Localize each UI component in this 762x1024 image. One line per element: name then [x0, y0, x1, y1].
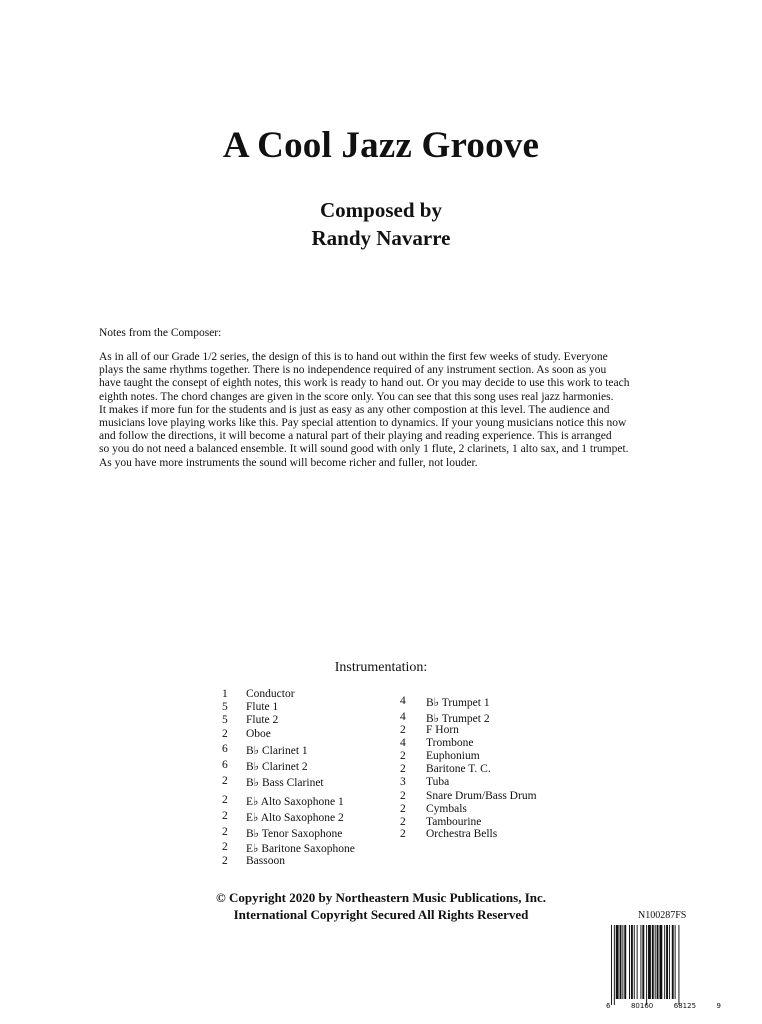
- barcode-bar: [622, 925, 623, 999]
- instrument-quantity: 2: [400, 790, 406, 802]
- instrument-name: Snare Drum/Bass Drum: [426, 790, 537, 802]
- page-title: A Cool Jazz Groove: [222, 125, 540, 166]
- instrument-quantity: 5: [222, 714, 228, 726]
- instrument-quantity: 6: [222, 759, 228, 771]
- instrument-quantity: 2: [400, 828, 406, 840]
- instrument-quantity: 2: [222, 794, 228, 806]
- barcode-digits: [606, 1002, 721, 1010]
- instrument-name: F Horn: [426, 724, 459, 736]
- instrument-name: Orchestra Bells: [426, 828, 498, 840]
- instrument-name: Baritone T. C.: [426, 763, 491, 775]
- composer-name: Randy Navarre: [311, 226, 451, 250]
- barcode-bar: [642, 925, 644, 999]
- instrument-quantity: 2: [400, 763, 406, 775]
- barcode-bar: [669, 925, 670, 999]
- instrument-name: B♭ Clarinet 1: [246, 745, 308, 757]
- instrument-name: Trombone: [426, 737, 474, 749]
- catalog-number: N100287FS: [638, 910, 687, 921]
- barcode-digit-group: 80160: [630, 1002, 654, 1010]
- instrument-quantity: 4: [400, 711, 406, 723]
- barcode-bar: [631, 925, 633, 999]
- barcode-bar: [614, 925, 615, 1005]
- barcode-bar: [611, 925, 612, 1005]
- barcode-bar: [672, 925, 674, 999]
- notes-line: musicians love playing works like this. Pay special attention to dynamics. If your young musicians notice this now: [99, 417, 627, 430]
- barcode-bar: [624, 925, 626, 999]
- notes-line: plays the same rhythms together. There is no independence required of any instrument section. As soon as you: [99, 364, 607, 377]
- instrument-quantity: 2: [222, 728, 228, 740]
- composed-by-label: Composed by: [320, 198, 442, 222]
- notes-line: As you have more instruments the sound will become richer and fuller, not louder.: [99, 456, 478, 469]
- instrument-name: Tambourine: [426, 816, 482, 828]
- instrument-name: Flute 2: [246, 714, 279, 726]
- instrument-name: B♭ Clarinet 2: [246, 761, 308, 773]
- barcode-bar: [655, 925, 656, 999]
- instrument-quantity: 2: [222, 826, 228, 838]
- barcode-digit-group: 68125: [673, 1002, 697, 1010]
- notes-body: [99, 351, 719, 470]
- notes-line: and follow the directions, it will become a natural part of their playing and reading experience. This is arranged: [99, 430, 612, 443]
- instrument-name: Bassoon: [246, 855, 285, 867]
- notes-heading: Notes from the Composer:: [99, 327, 222, 339]
- instrument-quantity: 6: [222, 743, 228, 755]
- instrument-quantity: 2: [222, 775, 228, 787]
- barcode-bar: [646, 925, 647, 1005]
- instrument-quantity: 2: [400, 816, 406, 828]
- notes-line: It makes if more fun for the students and is just as easy as any other compostion at this level. The audience and: [99, 403, 610, 416]
- instrument-name: B♭ Trumpet 1: [426, 697, 490, 709]
- barcode-bar: [678, 925, 679, 1005]
- instrument-name: B♭ Tenor Saxophone: [246, 828, 343, 840]
- barcode-bar: [629, 925, 630, 999]
- instrument-name: E♭ Alto Saxophone 2: [246, 812, 344, 824]
- barcode-bar: [616, 925, 619, 999]
- notes-line: As in all of our Grade 1/2 series, the design of this is to hand out within the first few weeks of study. Everyone: [99, 351, 608, 363]
- instrument-quantity: 2: [400, 724, 406, 736]
- instrument-name: E♭ Alto Saxophone 1: [246, 796, 344, 808]
- barcode-bar: [664, 925, 665, 999]
- barcode-bar: [634, 925, 635, 999]
- barcode: [609, 925, 717, 1011]
- instrument-name: Euphonium: [426, 750, 480, 762]
- instrument-quantity: 5: [222, 701, 228, 713]
- instrument-quantity: 3: [400, 776, 406, 788]
- instrument-quantity: 4: [400, 695, 406, 707]
- instrument-name: Oboe: [246, 728, 271, 740]
- barcode-bar: [648, 925, 651, 999]
- barcode-bar: [637, 925, 638, 999]
- barcode-digit-group: 9: [716, 1002, 721, 1010]
- barcode-bar: [666, 925, 668, 999]
- instrument-quantity: 4: [400, 737, 406, 749]
- instrument-name: E♭ Baritone Saxophone: [246, 843, 355, 855]
- instrument-quantity: 2: [222, 841, 228, 853]
- barcode-bar: [675, 925, 676, 999]
- instrument-name: Flute 1: [246, 701, 279, 713]
- instrument-quantity: 2: [400, 803, 406, 815]
- barcode-bar: [657, 925, 659, 999]
- barcode-digit-group: 6: [606, 1002, 611, 1010]
- notes-line: have taught the consept of eighth notes, this work is ready to hand out. Or you may decide to use this work to teach: [99, 377, 630, 390]
- notes-line: eighth notes. The chord changes are given in the score only. You can see that this song uses real jazz harmonies.: [99, 390, 614, 403]
- barcode-bar: [640, 925, 641, 999]
- rights-line: International Copyright Secured All Rights Reserved: [233, 907, 529, 922]
- instrument-quantity: 2: [222, 810, 228, 822]
- instrument-name: B♭ Trumpet 2: [426, 713, 490, 725]
- instrument-quantity: 2: [400, 750, 406, 762]
- barcode-bar: [652, 925, 654, 999]
- instrument-name: B♭ Bass Clarinet: [246, 777, 324, 789]
- instrument-name: Conductor: [246, 688, 295, 700]
- copyright-line: © Copyright 2020 by Northeastern Music Publications, Inc.: [215, 890, 547, 905]
- notes-line: so you do not need a balanced ensemble. It will sound good with only 1 flute, 2 clarinets, 1 alto sax, and 1 trumpet.: [99, 443, 629, 456]
- instrument-quantity: 2: [222, 855, 228, 867]
- instrument-quantity: 1: [222, 688, 228, 700]
- barcode-bar: [659, 925, 662, 999]
- barcode-bar: [620, 925, 622, 999]
- instrumentation-heading: Instrumentation:: [334, 660, 428, 675]
- instrument-name: Cymbals: [426, 803, 467, 815]
- instrument-name: Tuba: [426, 776, 450, 788]
